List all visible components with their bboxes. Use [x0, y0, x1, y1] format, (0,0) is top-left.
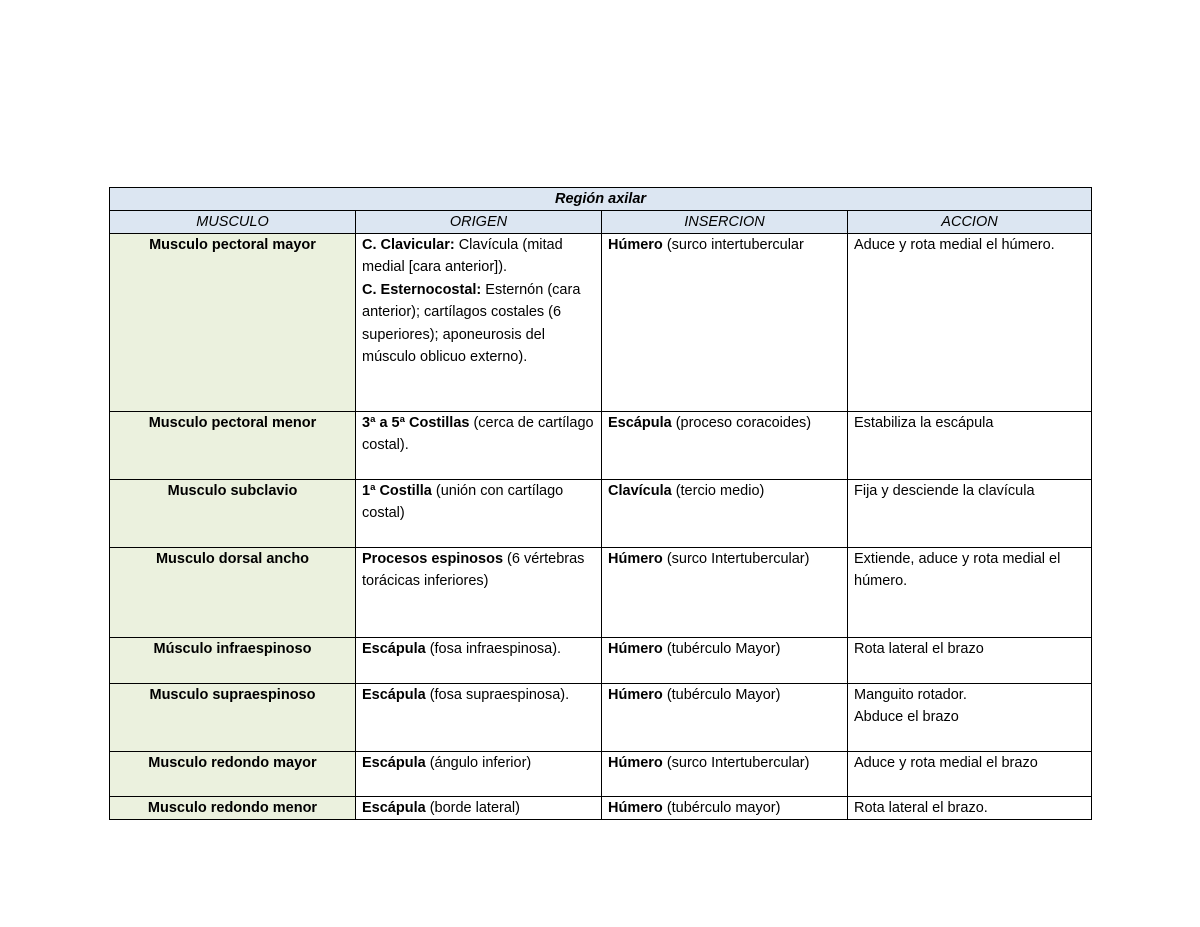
table-row [110, 412, 1092, 480]
table-row [110, 480, 1092, 548]
table-row [110, 548, 1092, 638]
insertion-detail: (proceso coracoides) [671, 415, 812, 431]
table-row [110, 684, 1092, 752]
insertion-detail: (tubérculo mayor) [662, 800, 781, 816]
action-line: Manguito rotador. [854, 687, 967, 703]
action-cell: Rota lateral el brazo. [848, 797, 1092, 820]
insertion-cell [602, 412, 848, 480]
origin-detail: (ángulo inferior) [425, 755, 532, 771]
insertion-cell [602, 480, 848, 548]
origin-part-text: Esternón (cara anterior); cartílagos costales (6 superiores); aponeurosis del músculo oblicuo externo). [362, 281, 581, 366]
origin-detail: (borde lateral) [425, 800, 520, 816]
axillary-region-table [109, 187, 1092, 820]
insertion-bone: Húmero [608, 237, 663, 253]
insertion-cell [602, 638, 848, 684]
origin-bone: 3ª a 5ª Costillas [362, 415, 470, 431]
muscle-name: Músculo infraespinoso [110, 638, 356, 684]
origin-bone: Procesos espinosos [362, 551, 504, 567]
muscle-name: Musculo subclavio [110, 480, 356, 548]
origin-cell [356, 480, 602, 548]
origin-bone: Escápula [362, 800, 426, 816]
action-cell: Estabiliza la escápula [848, 412, 1092, 480]
column-header-row [110, 211, 1092, 234]
insertion-bone: Clavícula [608, 483, 672, 499]
action-cell: Rota lateral el brazo [848, 638, 1092, 684]
table-title-row [110, 188, 1092, 211]
insertion-detail: (tercio medio) [671, 483, 765, 499]
origin-cell [356, 752, 602, 797]
insertion-cell [602, 234, 848, 412]
origin-part-bold: C. Clavicular: [362, 237, 455, 253]
muscle-name: Musculo pectoral mayor [110, 234, 356, 412]
table-title: Región axilar [110, 188, 1092, 211]
table-row [110, 234, 1092, 412]
action-cell: Fija y desciende la clavícula [848, 480, 1092, 548]
header-insercion: INSERCION [602, 211, 848, 234]
action-line: Abduce el brazo [854, 709, 959, 726]
origin-detail: (fosa infraespinosa). [425, 641, 562, 657]
insertion-bone: Húmero [608, 800, 663, 816]
origin-detail: (cerca de cartílago costal). [362, 415, 594, 454]
origin-cell [356, 638, 602, 684]
origin-cell [356, 684, 602, 752]
header-musculo: MUSCULO [110, 211, 356, 234]
insertion-cell [602, 684, 848, 752]
origin-detail: (unión con cartílago costal) [362, 483, 564, 522]
origin-cell [356, 548, 602, 638]
origin-cell [356, 234, 602, 412]
origin-cell [356, 797, 602, 820]
insertion-detail: (surco Intertubercular) [662, 551, 810, 567]
muscle-name: Musculo redondo menor [110, 797, 356, 820]
origin-bone: Escápula [362, 641, 426, 657]
action-cell: Aduce y rota medial el húmero. [848, 234, 1092, 412]
insertion-detail: (surco Intertubercular) [662, 755, 810, 771]
origin-bone: Escápula [362, 687, 426, 703]
table-row [110, 638, 1092, 684]
insertion-bone: Húmero [608, 687, 663, 703]
insertion-cell [602, 752, 848, 797]
insertion-cell [602, 797, 848, 820]
insertion-bone: Húmero [608, 641, 663, 657]
origin-bone: 1ª Costilla [362, 483, 432, 499]
insertion-bone: Escápula [608, 415, 672, 431]
insertion-bone: Húmero [608, 551, 663, 567]
header-origen: ORIGEN [356, 211, 602, 234]
insertion-bone: Húmero [608, 755, 663, 771]
muscle-name: Musculo supraespinoso [110, 684, 356, 752]
action-cell: Aduce y rota medial el brazo [848, 752, 1092, 797]
muscle-name: Musculo dorsal ancho [110, 548, 356, 638]
insertion-detail: (tubérculo Mayor) [662, 687, 781, 703]
action-cell [848, 684, 1092, 752]
insertion-cell [602, 548, 848, 638]
table-row [110, 797, 1092, 820]
table-row [110, 752, 1092, 797]
header-accion: ACCION [848, 211, 1092, 234]
origin-detail: (fosa supraespinosa). [425, 687, 570, 703]
muscle-name: Musculo pectoral menor [110, 412, 356, 480]
action-cell: Extiende, aduce y rota medial el húmero. [848, 548, 1092, 638]
insertion-detail: (tubérculo Mayor) [662, 641, 781, 657]
origin-detail: (6 vértebras torácicas inferiores) [362, 551, 585, 590]
origin-cell [356, 412, 602, 480]
origin-bone: Escápula [362, 755, 426, 771]
origin-part-text: Clavícula (mitad medial [cara anterior]). [362, 237, 563, 276]
muscle-name: Musculo redondo mayor [110, 752, 356, 797]
origin-part-bold: C. Esternocostal: [362, 281, 482, 298]
insertion-detail: (surco intertubercular [662, 237, 804, 253]
